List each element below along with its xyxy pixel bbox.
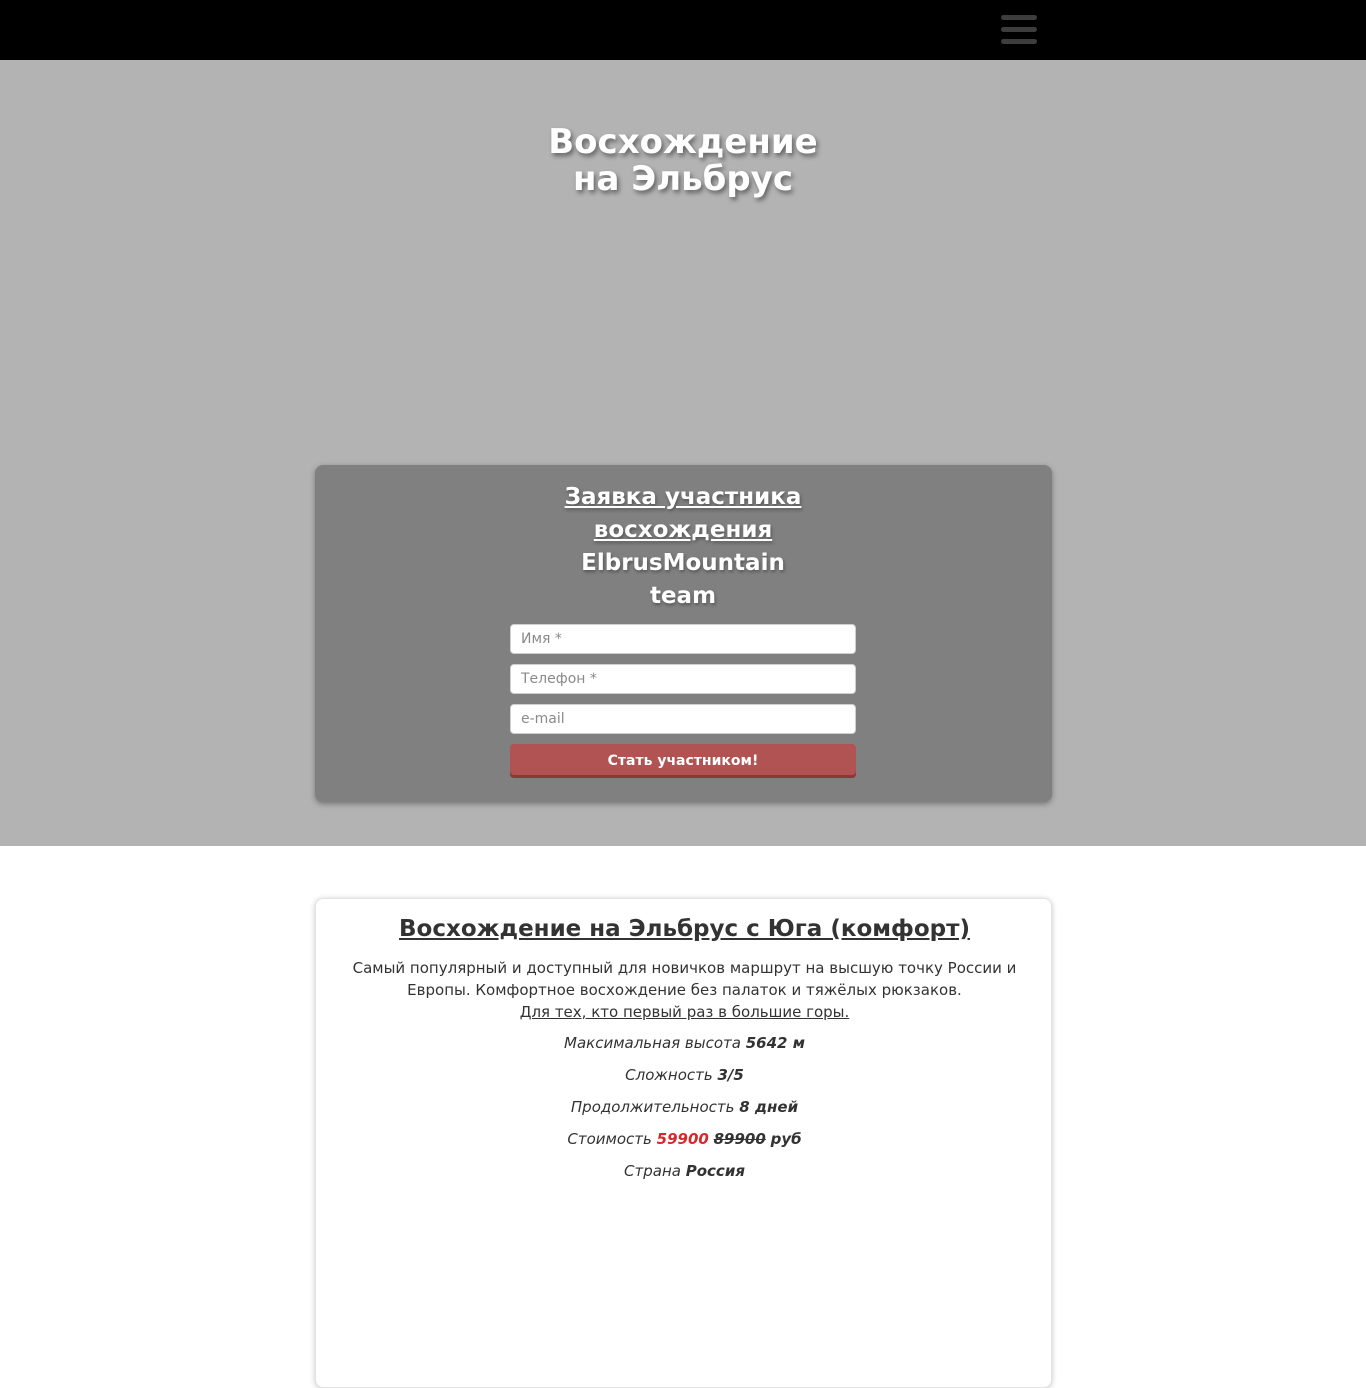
- form-title-link: Заявка участника: [564, 484, 802, 510]
- form-title-team: ElbrusMountain: [581, 550, 785, 576]
- spec-value: 8 дней: [739, 1098, 799, 1116]
- menu-bar: [1001, 39, 1037, 44]
- form-title: [533, 481, 833, 613]
- spec-value: 3/5: [717, 1066, 744, 1084]
- spec-label: Страна: [624, 1162, 681, 1180]
- spec-country: [316, 1160, 1053, 1182]
- form-title-team: team: [649, 583, 717, 609]
- spec-label: Стоимость: [567, 1130, 652, 1148]
- spec-label: Сложность: [625, 1066, 713, 1084]
- tour-description-line: Европы. Комфортное восхождение без палаток и тяжёлых рюкзаков.: [407, 981, 962, 999]
- tour-beginners-link[interactable]: Для тех, кто первый раз в большие горы.: [519, 1003, 850, 1021]
- price-new: 59900: [656, 1130, 709, 1148]
- tour-title[interactable]: Восхождение на Эльбрус с Юга (комфорт): [399, 916, 970, 942]
- hero-section: [0, 60, 1366, 846]
- email-input[interactable]: [510, 704, 856, 734]
- spec-label: Продолжительность: [570, 1098, 735, 1116]
- spec-value: 5642 м: [745, 1034, 805, 1052]
- spec-duration: [316, 1096, 1053, 1118]
- tour-description: [346, 957, 1023, 1023]
- hero-title: [383, 124, 983, 198]
- top-navbar: [0, 0, 1366, 60]
- phone-input[interactable]: [510, 664, 856, 694]
- hero-title-line: на Эльбрус: [572, 159, 794, 199]
- menu-bar: [1001, 15, 1037, 20]
- spec-value: Россия: [685, 1162, 745, 1180]
- hamburger-menu-icon[interactable]: [1001, 14, 1037, 46]
- spec-altitude: [316, 1032, 1053, 1054]
- price-old: 89900: [713, 1130, 766, 1148]
- tour-card: [315, 898, 1052, 1388]
- menu-bar: [1001, 27, 1037, 32]
- tour-description-line: Самый популярный и доступный для новичков маршрут на высшую точку России и: [352, 959, 1017, 977]
- become-participant-button[interactable]: Стать участником!: [510, 744, 856, 778]
- hero-title-line: Восхождение: [548, 122, 818, 162]
- spec-label: Максимальная высота: [564, 1034, 741, 1052]
- spec-difficulty: [316, 1064, 1053, 1086]
- form-title-link: восхождения: [593, 517, 773, 543]
- application-form: [315, 465, 1052, 802]
- price-currency: руб: [770, 1130, 802, 1148]
- spec-price: [316, 1128, 1053, 1150]
- name-input[interactable]: [510, 624, 856, 654]
